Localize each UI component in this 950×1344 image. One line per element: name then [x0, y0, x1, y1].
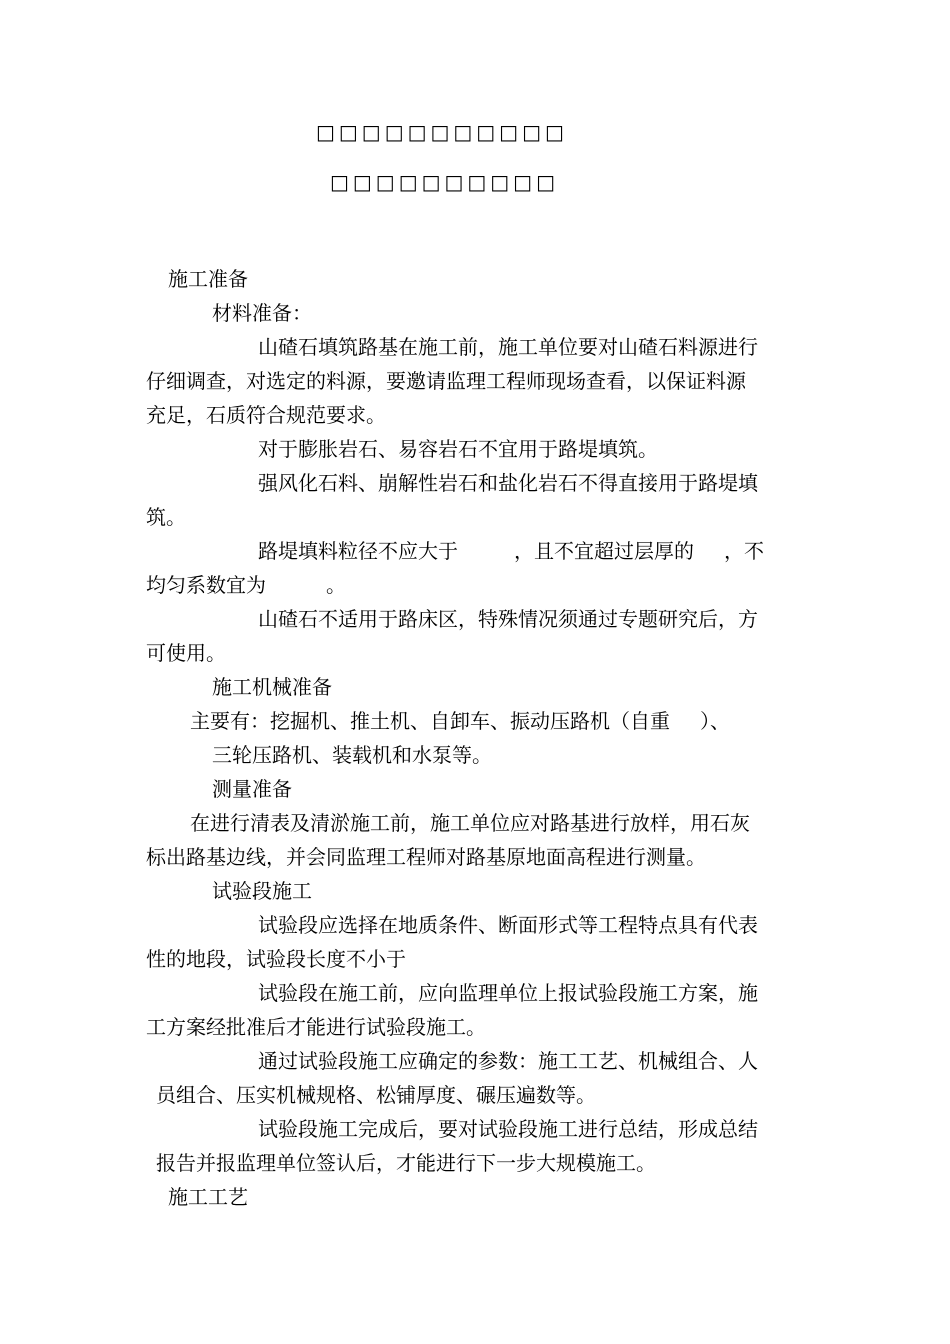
paragraph-fragment: 主要有：挖掘机、推土机、自卸车、振动压路机（自重 — [190, 709, 670, 733]
paragraph-line: 筑。 — [146, 505, 186, 529]
paragraph-line: 充足，石质符合规范要求。 — [146, 403, 386, 427]
paragraph-line: 三轮压路机、装载机和水泵等。 — [212, 743, 492, 767]
paragraph-line: 强风化石料、崩解性岩石和盐化岩石不得直接用于路堤填 — [258, 471, 758, 495]
subheading-trial: 试验段施工 — [212, 879, 312, 903]
paragraph-line: 标出路基边线，并会同监理工程师对路基原地面高程进行测量。 — [146, 845, 706, 869]
paragraph-line: 员组合、压实机械规格、松铺厚度、碾压遍数等。 — [156, 1083, 596, 1107]
section-heading-process: 施工工艺 — [168, 1185, 248, 1209]
paragraph-line: 试验段在施工前，应向监理单位上报试验段施工方案，施 — [258, 981, 758, 1005]
document-title-line-1: □□□□□□□□□□□ — [316, 120, 568, 144]
paragraph-fragment: ，不 — [724, 539, 764, 563]
paragraph-fragment: ）、 — [700, 709, 730, 733]
paragraph-line: 山碴石填筑路基在施工前，施工单位要对山碴石料源进行 — [258, 335, 758, 359]
paragraph-fragment: 。 — [326, 573, 346, 597]
paragraph-line: 仔细调查，对选定的料源，要邀请监理工程师现场查看，以保证料源 — [146, 369, 746, 393]
paragraph-line: 报告并报监理单位签认后，才能进行下一步大规模施工。 — [156, 1151, 656, 1175]
paragraph-line — [258, 536, 764, 566]
subheading-machinery: 施工机械准备 — [212, 675, 332, 699]
paragraph-line: 试验段施工完成后，要对试验段施工进行总结，形成总结 — [258, 1117, 758, 1141]
paragraph-fragment: 均匀系数宜为 — [146, 573, 266, 597]
paragraph-fragment: ，且不宜超过层厚的 — [514, 539, 694, 563]
paragraph-line: 对于膨胀岩石、易容岩石不宜用于路堤填筑。 — [258, 437, 658, 461]
paragraph-line: 试验段应选择在地质条件、断面形式等工程特点具有代表 — [258, 913, 758, 937]
section-heading-prep: 施工准备 — [168, 267, 248, 291]
subheading-material: 材料准备： — [212, 301, 312, 325]
paragraph-line: 在进行清表及清淤施工前，施工单位应对路基进行放样，用石灰 — [190, 811, 750, 835]
paragraph-line — [190, 706, 730, 736]
document-title-line-2: □□□□□□□□□□ — [330, 170, 559, 194]
subheading-survey: 测量准备 — [212, 777, 292, 801]
paragraph-line: 可使用。 — [146, 641, 226, 665]
paragraph-line: 山碴石不适用于路床区，特殊情况须通过专题研究后，方 — [258, 607, 758, 631]
paragraph-line: 工方案经批准后才能进行试验段施工。 — [146, 1015, 486, 1039]
paragraph-line: 通过试验段施工应确定的参数：施工工艺、机械组合、人 — [258, 1049, 758, 1073]
paragraph-line: 性的地段，试验段长度不小于 — [146, 947, 406, 971]
paragraph-fragment: 路堤填料粒径不应大于 — [258, 539, 458, 563]
paragraph-line — [146, 570, 346, 600]
